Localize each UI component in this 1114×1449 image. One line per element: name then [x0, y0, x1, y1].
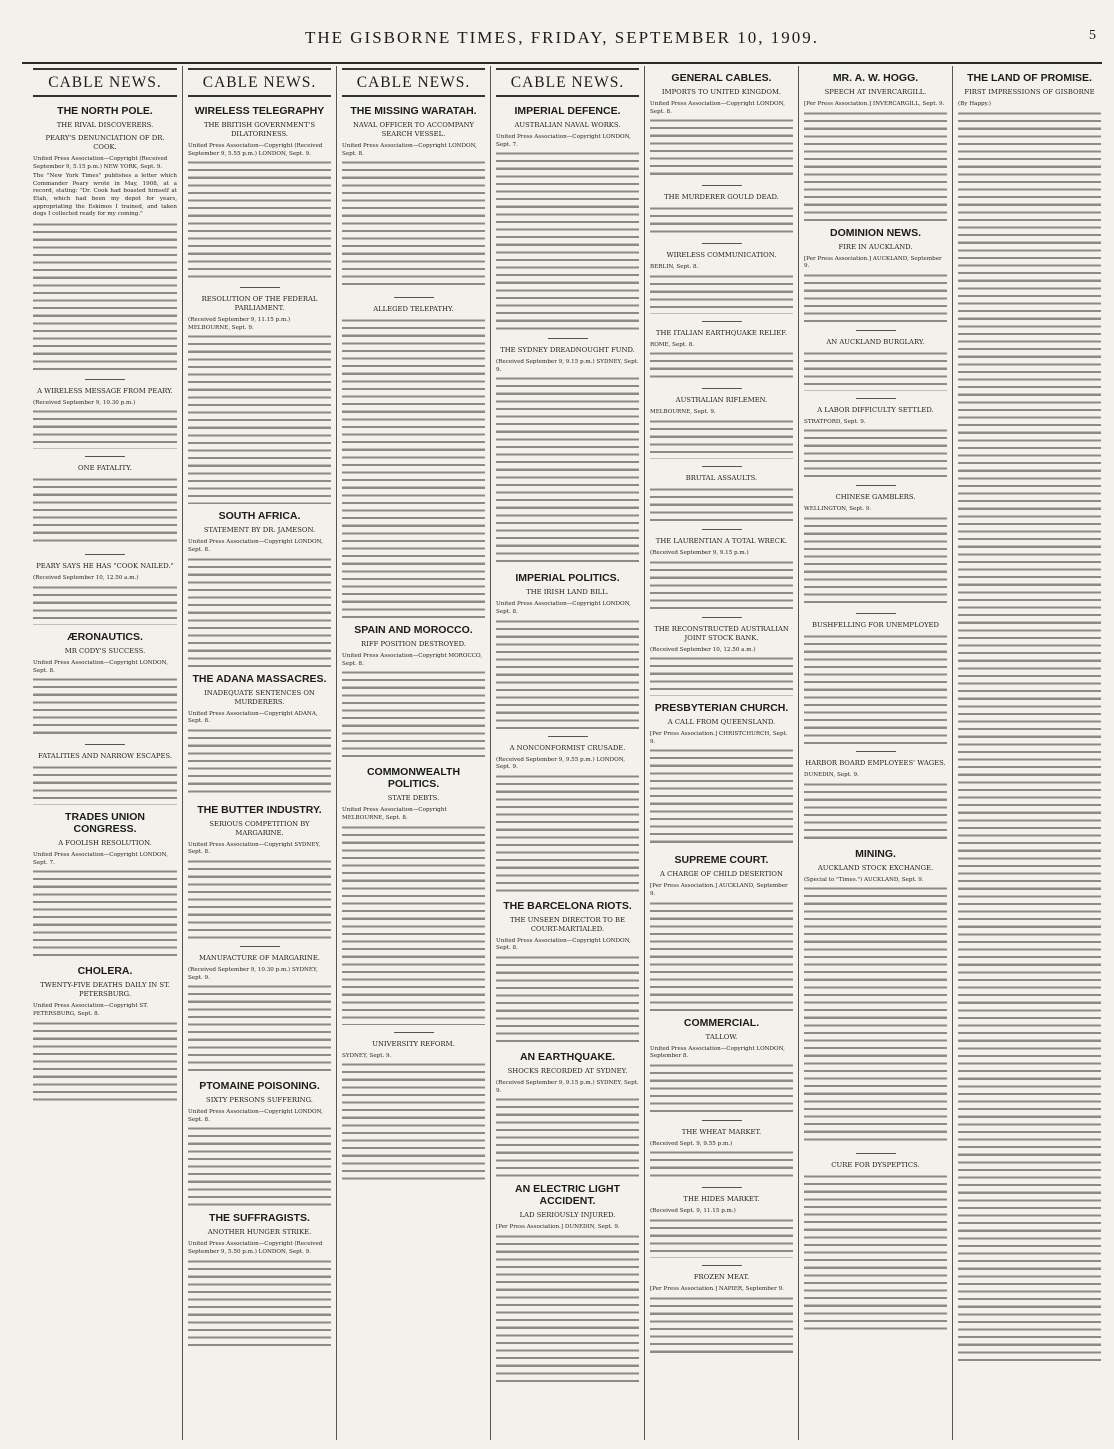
article-dateline: United Press Association—Copyright LONDON, Sept. 8. — [188, 1109, 323, 1123]
article-deck: THE WHEAT MARKET. — [681, 1127, 762, 1136]
article-divider — [85, 456, 125, 457]
article-divider — [702, 1120, 742, 1121]
article-divider — [548, 736, 588, 737]
article-deck: AUCKLAND STOCK EXCHANGE. — [817, 863, 934, 872]
article-headline: DOMINION NEWS. — [830, 226, 921, 239]
article-text-block — [804, 351, 947, 391]
article-deck: THE BRITISH GOVERNMENT'S DILATORINESS. — [203, 121, 316, 138]
article-text-block — [804, 273, 947, 323]
article-headline: SOUTH AFRICA. — [218, 510, 301, 523]
article-text-block — [650, 1063, 793, 1113]
article-text-block — [804, 516, 947, 606]
article-dateline: [Per Press Association.] DUNEDIN, Sept. 9. — [496, 1224, 620, 1231]
article-text-block — [188, 334, 331, 504]
article-headline: THE ADANA MASSACRES. — [192, 672, 327, 685]
article-text-block — [650, 1218, 793, 1258]
column-banner: CABLE NEWS. — [496, 68, 639, 97]
article-dateline: (Received September 9, 9.15 p.m.) SYDNEY, Sept. 9. — [496, 1079, 639, 1094]
article-dateline: United Press Association—Copyright LONDON, Sept. 8. — [188, 539, 323, 553]
article-deck: NAVAL OFFICER TO ACCOMPANY SEARCH VESSEL. — [352, 121, 475, 138]
article-dateline: United Press Association—Copyright MOROCCO, Sept. 8. — [342, 653, 483, 667]
article-subdeck: PEARY'S DENUNCIATION OF DR. COOK. — [45, 134, 165, 151]
article-deck: THE RECONSTRUCTED AUSTRALIAN JOINT STOCK BANK. — [654, 624, 789, 642]
article-deck: BRUTAL ASSAULTS. — [685, 473, 758, 482]
article-text-block — [804, 634, 947, 744]
article-dateline: United Press Association—Copyright ADANA, Sept. 8. — [188, 710, 318, 725]
article-dateline: [Per Press Association.] INVERCARGILL, Sept. 9. — [804, 101, 945, 107]
article-deck: INADEQUATE SENTENCES ON MURDERERS. — [204, 688, 315, 706]
article-deck: FATALITIES AND NARROW ESCAPES. — [37, 752, 173, 761]
article-deck: ANOTHER HUNGER STRIKE. — [207, 1228, 312, 1237]
article-text-block — [33, 585, 177, 625]
article-divider — [702, 617, 742, 618]
article-dateline: (Received September 9, 9.55 p.m.) LONDON, Sept. 9. — [496, 756, 626, 771]
column-banner: CABLE NEWS. — [342, 68, 485, 97]
article-text-block — [650, 419, 793, 459]
article-dateline: (Received September 9, 10.30 p.m.) SYDNEY, Sept. 9. — [188, 966, 318, 981]
article-divider — [856, 398, 896, 399]
article-divider — [548, 338, 588, 339]
article-divider — [856, 330, 896, 331]
article-deck: A CALL FROM QUEENSLAND. — [667, 718, 776, 727]
page-number: 5 — [1089, 28, 1096, 43]
article-divider — [394, 297, 434, 298]
article-headline: PRESBYTERIAN CHURCH. — [654, 702, 789, 715]
article-deck: AUSTRALIAN RIFLEMEN. — [675, 396, 768, 405]
article-deck: THE HIDES MARKET. — [683, 1195, 760, 1204]
article-divider — [85, 379, 125, 380]
article-headline: COMMERCIAL. — [683, 1016, 760, 1029]
article-deck: STATE DEBTS. — [387, 794, 440, 803]
article-text-block — [342, 318, 485, 618]
article-deck: THE LAURENTIAN A TOTAL WRECK. — [655, 536, 788, 545]
article-text-block — [496, 376, 639, 566]
article-dateline: United Press Association—Copyright LONDON, Sept. 8. — [342, 143, 477, 157]
article-dateline: MELBOURNE, Sept. 9. — [650, 409, 716, 416]
article-text-block — [804, 782, 947, 842]
article-text-block — [188, 859, 331, 939]
article-deck: A NONCONFORMIST CRUSADE. — [509, 743, 626, 752]
article-text-block — [188, 984, 331, 1074]
article-deck: THE MURDERER GOULD DEAD. — [664, 193, 779, 202]
article-dateline: BERLIN, Sept. 8. — [650, 264, 699, 271]
article-headline: THE BARCELONA RIOTS. — [503, 899, 632, 912]
article-dateline: United Press Association—Copyright LONDON, Sept. 8. — [650, 101, 785, 115]
article-deck: SPEECH AT INVERCARGILL. — [824, 88, 927, 96]
article-deck: A CHARGE OF CHILD DESERTION — [660, 870, 783, 879]
article-dateline: United Press Association—Copyright LONDON, Sept. 7. — [496, 134, 631, 148]
article-text-block — [342, 160, 485, 290]
article-text-block — [804, 428, 947, 478]
article-dateline: [Per Press Association.] NAPIER, September 9. — [650, 1285, 784, 1292]
article-text-block — [188, 1259, 331, 1349]
article-text-block — [804, 886, 947, 1146]
article-dateline: (Received September 10, 12.50 a.m.) — [650, 646, 756, 653]
article-dateline: [Per Press Association.] AUCKLAND, September 9. — [650, 883, 788, 897]
article-deck: A WIRELESS MESSAGE FROM PEARY. — [37, 386, 173, 395]
article-deck: LAD SERIOUSLY INJURED. — [519, 1211, 616, 1220]
article-divider — [702, 388, 742, 389]
article-deck: SHOCKS RECORDED AT SYDNEY. — [507, 1066, 628, 1075]
article-headline: COMMONWEALTH POLITICS. — [366, 766, 461, 791]
article-dateline: (Received September 9, 9.15 p.m.) SYDNEY, Sept. 9. — [496, 359, 639, 373]
article-deck: AUSTRALIAN NAVAL WORKS. — [514, 121, 621, 129]
article-headline: TRADES UNION CONGRESS. — [65, 811, 145, 836]
article-text-block — [33, 869, 177, 959]
article-deck: AN AUCKLAND BURGLARY. — [826, 337, 925, 346]
article-deck: WIRELESS COMMUNICATION. — [666, 251, 777, 260]
article-text-block — [496, 151, 639, 331]
article-headline: MR. A. W. HOGG. — [832, 72, 919, 84]
article-deck: FIRST IMPRESSIONS OF GISBORNE — [964, 88, 1095, 96]
article-text-block — [650, 1296, 793, 1356]
article-headline: AN ELECTRIC LIGHT ACCIDENT. — [515, 1183, 620, 1208]
article-headline: GENERAL CABLES. — [671, 72, 772, 84]
article-dateline: (Received Sept. 9, 9.55 p.m.) — [650, 1140, 733, 1147]
article-text-block — [33, 677, 177, 737]
article-headline: AN EARTHQUAKE. — [519, 1050, 616, 1063]
article-text-block — [496, 619, 639, 729]
article-deck: UNIVERSITY REFORM. — [372, 1039, 455, 1048]
article-deck: BUSHFELLING FOR UNEMPLOYED — [812, 620, 939, 629]
article-deck: ALLEGED TELEPATHY. — [373, 305, 454, 314]
article-divider — [702, 243, 742, 244]
article-dateline: United Press Association—Copyright LONDON, Sept. 8. — [496, 937, 631, 952]
article-dateline: United Press Association—Copyright (Received September 9, 5.50 p.m.) LONDON, Sept. 9. — [188, 1241, 323, 1255]
article-dateline: (Received September 9, 10.30 p.m.) — [33, 399, 136, 406]
article-deck: SIXTY PERSONS SUFFERING. — [206, 1096, 313, 1105]
article-deck: A LABOR DIFFICULTY SETTLED. — [817, 405, 934, 414]
columns-container — [28, 66, 1106, 1440]
article-body: The "New York Times" publishes a letter which Commander Peary wrote in May, 1908, at a record, stating: "Dr. Cook had boasted himself at Etah, which had been my depot for years, appropriating the Eskimos I trained, and taken dogs I collected ready for my coming." — [33, 173, 177, 218]
article-deck: THE UNSEEN DIRECTOR TO BE COURT-MARTIALED. — [510, 915, 625, 933]
article-dateline: [Per Press Association.] CHRISTCHURCH, Sept. 9. — [650, 731, 788, 745]
column-3 — [336, 66, 490, 1440]
article-dateline: STRATFORD, Sept. 9. — [804, 418, 866, 425]
article-divider — [85, 744, 125, 745]
article-text-block — [650, 118, 793, 178]
article-deck: THE IRISH LAND BILL. — [526, 588, 609, 597]
article-dateline: United Press Association—Copyright LONDON, September 8. — [650, 1045, 785, 1060]
article-divider — [856, 485, 896, 486]
article-dateline: United Press Association—Copyright (Received September 9, 5.15 p.m.) NEW YORK, Sept. 9. — [33, 156, 168, 170]
column-6 — [798, 66, 952, 1440]
article-dateline: (Received September 9, 9.15 p.m.) — [650, 549, 749, 556]
article-headline: IMPERIAL DEFENCE. — [514, 105, 621, 117]
article-dateline: United Press Association—Copyright LONDON, Sept. 8. — [33, 659, 168, 674]
article-text-block — [33, 409, 177, 449]
article-deck: CURE FOR DYSPEPTICS. — [831, 1161, 920, 1170]
article-divider — [702, 321, 742, 322]
article-text-block — [650, 351, 793, 381]
article-dateline: [Per Press Association.] AUCKLAND, September 9. — [804, 255, 942, 270]
article-headline: SPAIN AND MOROCCO. — [354, 624, 473, 637]
article-text-block — [342, 670, 485, 760]
article-text-block — [496, 1234, 639, 1384]
article-deck: THE ITALIAN EARTHQUAKE RELIEF. — [655, 328, 788, 337]
article-divider — [856, 613, 896, 614]
article-text-block — [342, 825, 485, 1025]
article-divider — [702, 185, 742, 186]
article-dateline: (Received Sept. 9, 11.15 p.m.) — [650, 1208, 736, 1215]
column-1 — [28, 66, 182, 1440]
article-headline: IMPERIAL POLITICS. — [515, 572, 620, 585]
masthead — [22, 26, 1102, 64]
article-divider — [240, 287, 280, 288]
article-headline: SUPREME COURT. — [674, 854, 769, 867]
article-deck: TALLOW. — [705, 1032, 738, 1041]
article-text-block — [496, 955, 639, 1045]
article-text-block — [650, 901, 793, 1011]
article-dateline: United Press Association—Copyright LONDON, Sept. 8. — [496, 601, 631, 615]
article-text-block — [496, 774, 639, 894]
article-text-block — [804, 111, 947, 221]
article-text-block — [33, 1021, 177, 1101]
article-divider — [856, 751, 896, 752]
article-dateline: (Received September 9, 11.15 p.m.) MELBOURNE, Sept. 9. — [188, 317, 291, 331]
column-banner: CABLE NEWS. — [33, 68, 177, 97]
article-deck: TWENTY-FIVE DEATHS DAILY IN ST. PETERSBURG. — [40, 981, 170, 999]
article-headline: THE BUTTER INDUSTRY. — [197, 803, 322, 816]
article-dateline: DUNEDIN, Sept. 9. — [804, 771, 859, 778]
article-dateline: United Press Association—Copyright SYDNEY, Sept. 8. — [188, 841, 321, 856]
article-headline: WIRELESS TELEGRAPHY — [194, 105, 325, 117]
article-dateline: (Special to "Times.") AUCKLAND, Sept. 9. — [804, 876, 924, 883]
article-text-block — [650, 560, 793, 610]
article-dateline: WELLINGTON, Sept. 9. — [804, 506, 872, 513]
article-text-block — [804, 1174, 947, 1334]
article-deck: THE RIVAL DISCOVERERS. — [56, 121, 154, 129]
article-dateline: United Press Association—Copyright MELBOURNE, Sept. 8. — [342, 807, 447, 821]
article-deck: IMPORTS TO UNITED KINGDOM. — [661, 88, 782, 96]
article-deck: CHINESE GAMBLERS. — [835, 493, 916, 502]
article-divider — [856, 1153, 896, 1154]
article-deck: HARBOR BOARD EMPLOYEES' WAGES. — [805, 758, 946, 767]
article-deck: MR CODY'S SUCCESS. — [64, 646, 146, 655]
article-text-block — [650, 656, 793, 696]
article-text-block — [650, 487, 793, 522]
article-headline: THE MISSING WARATAH. — [350, 105, 477, 117]
article-deck: RIFF POSITION DESTROYED. — [361, 640, 466, 649]
article-divider — [240, 946, 280, 947]
article-headline: THE SUFFRAGISTS. — [209, 1212, 310, 1225]
article-divider — [702, 466, 742, 467]
article-text-block — [342, 1062, 485, 1182]
article-dateline: (Received September 10, 12.50 a.m.) — [33, 575, 139, 582]
masthead-title: THE GISBORNE TIMES, FRIDAY, SEPTEMBER 10, 1909. — [304, 28, 820, 47]
article-text-block — [958, 111, 1101, 1361]
article-headline: MINING. — [855, 847, 896, 860]
article-divider — [702, 529, 742, 530]
article-headline: THE LAND OF PROMISE. — [967, 72, 1092, 84]
article-text-block — [496, 1097, 639, 1177]
article-divider — [702, 1265, 742, 1266]
article-text-block — [188, 557, 331, 667]
article-dateline: United Press Association—Copyright LONDON, Sept. 7. — [33, 852, 168, 866]
article-dateline: ROME, Sept. 8. — [650, 341, 695, 348]
article-headline: THE NORTH POLE. — [57, 105, 153, 117]
article-text-block — [650, 1150, 793, 1180]
article-deck: STATEMENT BY DR. JAMESON. — [203, 526, 316, 535]
article-text-block — [33, 765, 177, 805]
article-deck: FROZEN MEAT. — [693, 1272, 750, 1281]
article-deck: RESOLUTION OF THE FEDERAL PARLIAMENT. — [201, 295, 318, 313]
article-text-block — [188, 1126, 331, 1206]
article-dateline: SYDNEY, Sept. 9. — [342, 1052, 392, 1059]
article-text-block — [188, 728, 331, 798]
column-7 — [952, 66, 1106, 1440]
column-2 — [182, 66, 336, 1440]
article-text-block — [650, 206, 793, 236]
article-text-block — [188, 160, 331, 280]
column-4 — [490, 66, 644, 1440]
article-text-block — [650, 274, 793, 314]
article-deck: THE SYDNEY DREADNOUGHT FUND. — [500, 346, 635, 355]
article-dateline: (By Happy.) — [958, 101, 991, 107]
article-headline: PTOMAINE POISONING. — [199, 1080, 320, 1093]
article-headline: ÆRONAUTICS. — [67, 630, 143, 643]
article-deck: SERIOUS COMPETITION BY MARGARINE. — [209, 819, 310, 837]
article-deck: MANUFACTURE OF MARGARINE. — [199, 953, 320, 962]
article-headline: CHOLERA. — [77, 965, 133, 978]
article-deck: FIRE IN AUCKLAND. — [838, 242, 913, 251]
article-divider — [85, 554, 125, 555]
article-deck: ONE FATALITY. — [78, 464, 132, 473]
article-divider — [702, 1187, 742, 1188]
column-5 — [644, 66, 798, 1440]
article-divider — [394, 1032, 434, 1033]
article-text-block — [33, 477, 177, 547]
article-text-block — [650, 748, 793, 848]
article-dateline: United Press Association—Copyright ST. PETERSBURG, Sept. 8. — [33, 1003, 148, 1017]
article-deck: A FOOLISH RESOLUTION. — [58, 839, 152, 848]
article-dateline: United Press Association—Copyright (Received September 9, 5.55 p.m.) LONDON, Sept. 9. — [188, 143, 323, 157]
article-deck: PEARY SAYS HE HAS "COOK NAILED." — [36, 562, 174, 571]
column-banner: CABLE NEWS. — [188, 68, 331, 97]
article-text-block — [33, 222, 177, 372]
